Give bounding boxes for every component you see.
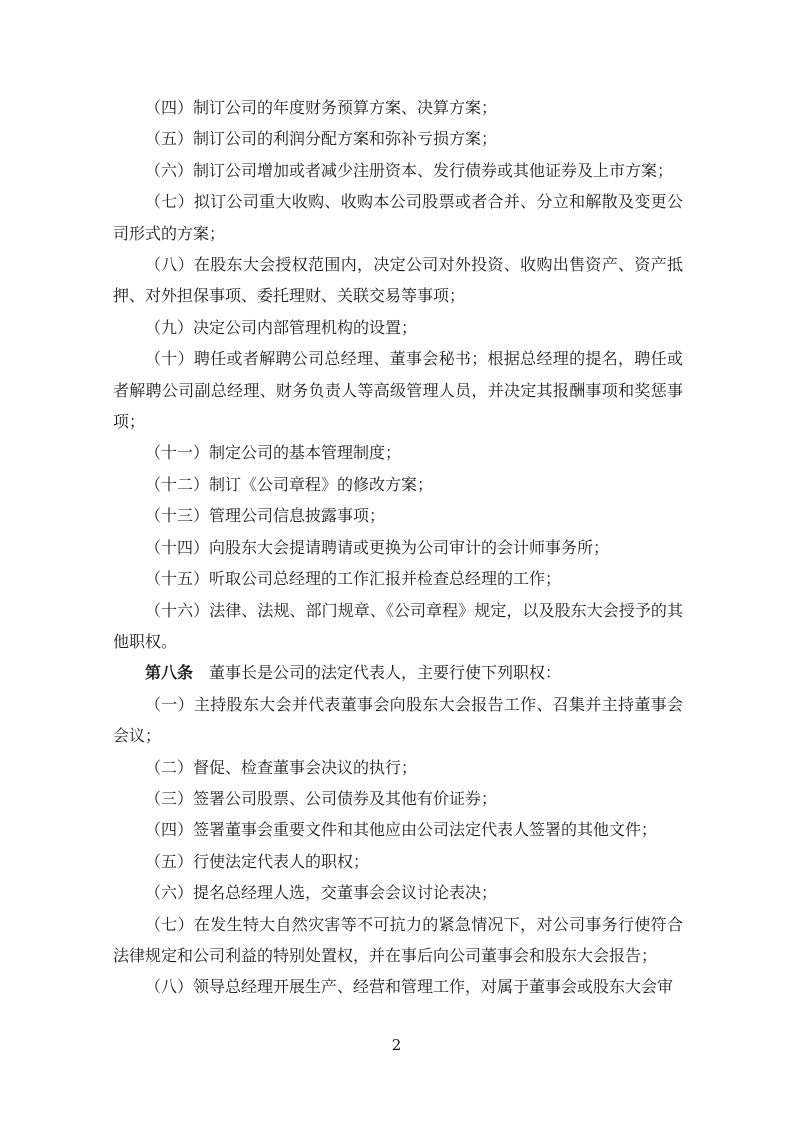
duty-item-8: （八）领导总经理开展生产、经营和管理工作，对属于董事会或股东大会审 xyxy=(145,977,674,997)
clause-item-11: （十一）制定公司的基本管理制度； xyxy=(145,443,402,463)
article-text: 董事长是公司的法定代表人，主要行使下列职权： xyxy=(193,663,562,683)
clause-item-12: （十二）制订《公司章程》的修改方案； xyxy=(145,474,434,494)
article-8-heading xyxy=(113,657,683,688)
duty-item-4: （四）签署董事会重要文件和其他应由公司法定代表人签署的其他文件； xyxy=(145,820,658,840)
clause-item-7: （七）拟订公司重大收购、收购本公司股票或者合并、分立和解散及变更公司形式的方案； xyxy=(113,192,683,243)
clause-item-4: （四）制订公司的年度财务预算方案、决算方案； xyxy=(145,98,498,117)
clause-item-9: （九）决定公司内部管理机构的设置； xyxy=(145,317,418,337)
clause-item-14: （十四）向股东大会提请聘请或更换为公司审计的会计师事务所； xyxy=(145,537,610,557)
clause-item-10: （十）聘任或者解聘公司总经理、董事会秘书；根据总经理的提名，聘任或者解聘公司副总经理、财务负责人等高级管理人员，并决定其报酬事项和奖惩事项； xyxy=(113,349,683,432)
duty-item-7: （七）在发生特大自然灾害等不可抗力的紧急情况下，对公司事务行使符合法律规定和公司利益的特别处置权，并在事后向公司董事会和股东大会报告； xyxy=(113,914,683,965)
article-number: 第八条 xyxy=(145,663,194,683)
duty-item-1: （一）主持股东大会并代表董事会向股东大会报告工作、召集并主持董事会会议； xyxy=(113,694,683,746)
clause-item-6: （六）制订公司增加或者减少注册资本、发行债券或其他证券及上市方案； xyxy=(145,160,674,180)
clause-item-16: （十六）法律、法规、部门规章、《公司章程》规定，以及股东大会授予的其他职权。 xyxy=(113,600,683,651)
document-body xyxy=(113,92,683,1003)
clause-item-8: （八）在股东大会授权范围内，决定公司对外投资、收购出售资产、资产抵押、对外担保事项、委托理财、关联交易等事项； xyxy=(113,255,683,306)
duty-item-5: （五）行使法定代表人的职权； xyxy=(145,851,370,871)
duty-item-6: （六）提名总经理人选，交董事会会议讨论表决； xyxy=(145,883,498,903)
clause-item-13: （十三）管理公司信息披露事项； xyxy=(145,506,386,526)
duty-item-3: （三）签署公司股票、公司债券及其他有价证券； xyxy=(145,788,498,808)
page-number: 2 xyxy=(391,1036,402,1054)
clause-item-5: （五）制订公司的利润分配方案和弥补亏损方案； xyxy=(145,129,498,149)
duty-item-2: （二）督促、检查董事会决议的执行； xyxy=(145,757,418,777)
clause-item-15: （十五）听取公司总经理的工作汇报并检查总经理的工作； xyxy=(145,569,562,589)
